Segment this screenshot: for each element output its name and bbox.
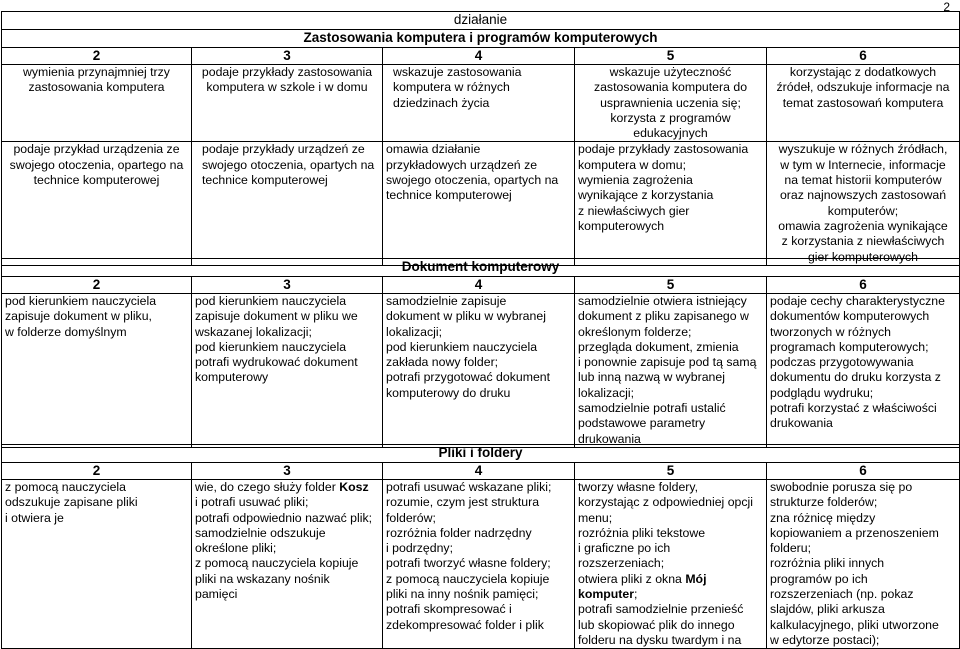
table-row [2,480,960,649]
grade-number: 6 [767,277,960,294]
grade-cell: korzystając z dodatkowych źródeł, odszukuje informacje na temat zastosowań komputera [767,65,960,142]
grade-number: 2 [2,463,192,480]
grade-cell: wskazuje zastosowania komputera w różnych dziedzinach życia [383,65,575,142]
grade-cell: omawia działanie przykładowych urządzeń ze swojego otoczenia, opartych na technice komputerowej [383,142,575,265]
grade-cell: tworzy własne foldery, korzystając z odpowiedniej opcji menu; rozróżnia pliki tekstowe i graficzne po ich rozszerzeniach; otwiera pliki z okna Mój komputer; potrafi samodzielnie przenieść lub skopiować plik do innego folderu na dysku twardym i na [575,480,767,649]
table-row [2,142,960,265]
section-title: działanie [2,12,960,30]
grade-cell: podaje cechy charakterystyczne dokumentów komputerowych tworzonych w różnych programach komputerowych; podczas przygotowywania dokumentu do druku korzysta z podglądu wydruku; potrafi korzystać z właściwości drukowania [767,294,960,448]
grade-number: 4 [383,48,575,65]
grade-cell: wyszukuje w różnych źródłach, w tym w Internecie, informacje na temat historii komputerów oraz najnowszych zastosowań komputerów; omawia zagrożenia wynikające z korzystania z niewłaściwych gier komputerowych [767,142,960,265]
grade-header-row [2,463,960,480]
grade-cell: podaje przykłady zastosowania komputera w domu; wymienia zagrożenia wynikające z korzystania z niewłaściwych gier komputerowych [575,142,767,265]
section-subtitle: Zastosowania komputera i programów komputerowych [2,30,960,48]
table-files [1,444,960,649]
page-number: 2 [943,0,950,14]
table-row [2,65,960,142]
grade-number: 5 [575,48,767,65]
grade-cell: wymienia przynajmniej trzy zastosowania komputera [2,65,192,142]
grade-cell: pod kierunkiem nauczyciela zapisuje dokument w pliku, w folderze domyślnym [2,294,192,448]
grade-number: 2 [2,277,192,294]
grade-number: 2 [2,48,192,65]
grade-number: 5 [575,277,767,294]
table-applications [1,11,960,266]
grade-cell: wie, do czego służy folder Kosz i potrafi usuwać pliki; potrafi odpowiednio nazwać plik; samodzielnie odszukuje określone pliki; z pomocą nauczyciela kopiuje pliki na wskazany nośnik pamięci [192,480,383,649]
section-title: Pliki i foldery [2,445,960,463]
table-document [1,258,960,448]
grade-header-row [2,277,960,294]
grade-cell: pod kierunkiem nauczyciela zapisuje dokument w pliku we wskazanej lokalizacji; pod kierunkiem nauczyciela potrafi wydrukować dokument komputerowy [192,294,383,448]
grade-cell: samodzielnie zapisuje dokument w pliku w wybranej lokalizacji; pod kierunkiem nauczyciela zakłada nowy folder; potrafi przygotować dokument komputerowy do druku [383,294,575,448]
table-row [2,294,960,448]
grade-number: 4 [383,277,575,294]
grade-header-row [2,48,960,65]
grade-cell: z pomocą nauczyciela odszukuje zapisane pliki i otwiera je [2,480,192,649]
grade-cell: podaje przykład urządzenia ze swojego otoczenia, opartego na technice komputerowej [2,142,192,265]
grade-number: 6 [767,48,960,65]
grade-number: 5 [575,463,767,480]
section-title: Dokument komputerowy [2,259,960,277]
grade-number: 3 [192,48,383,65]
grade-number: 3 [192,463,383,480]
grade-number: 3 [192,277,383,294]
grade-number: 4 [383,463,575,480]
grade-cell: swobodnie porusza się po strukturze folderów; zna różnicę między kopiowaniem a przenoszeniem folderu; rozróżnia pliki innych programów po ich rozszerzeniach (np. pokaz slajdów, pliki arkusza kalkulacyjnego, pliki utworzone w edytorze postaci); [767,480,960,649]
grade-cell: wskazuje użyteczność zastosowania komputera do usprawnienia uczenia się; korzysta z programów edukacyjnych [575,65,767,142]
grade-cell: samodzielnie otwiera istniejący dokument z pliku zapisanego w określonym folderze; przegląda dokument, zmienia i ponownie zapisuje pod tą samą lub inną nazwą w wybranej lokalizacji; samodzielnie potrafi ustalić podstawowe parametry drukowania [575,294,767,448]
grade-cell: podaje przykłady zastosowania komputera w szkole i w domu [192,65,383,142]
grade-number: 6 [767,463,960,480]
grade-cell: potrafi usuwać wskazane pliki; rozumie, czym jest struktura folderów; rozróżnia folder nadrzędny i podrzędny; potrafi tworzyć własne foldery; z pomocą nauczyciela kopiuje pliki na inny nośnik pamięci; potrafi skompresować i zdekompresować folder i plik [383,480,575,649]
grade-cell: podaje przykłady urządzeń ze swojego otoczenia, opartych na technice komputerowej [192,142,383,265]
